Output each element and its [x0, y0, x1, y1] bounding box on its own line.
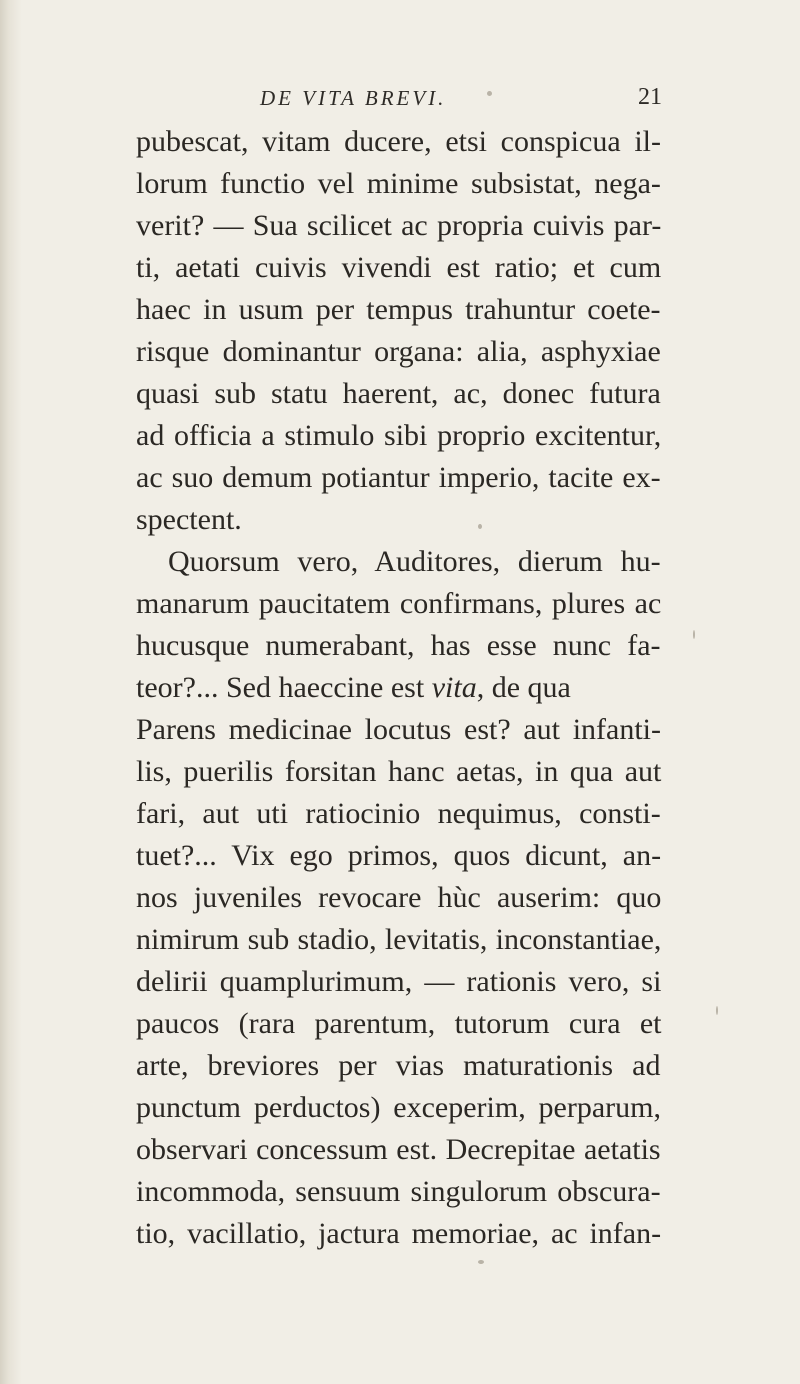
- paper-speck: [487, 91, 492, 96]
- text-line: nimirum sub stadio, levitatis, inconstantiae,: [136, 923, 662, 956]
- paper-speck: [716, 1006, 718, 1015]
- text-line: [136, 668, 571, 708]
- text-line: delirii quamplurimum, — rationis vero, si: [136, 965, 662, 998]
- text-line: fari, aut uti ratiocinio nequimus, consti-: [136, 797, 661, 830]
- paper-speck: [478, 524, 482, 529]
- text-line-end: , de qua: [476, 671, 571, 704]
- text-line: punctum perductos) exceperim, perparum,: [136, 1091, 661, 1124]
- text-line: hucusque numerabant, has esse nunc fa-: [136, 629, 661, 662]
- text-line: arte, breviores per vias maturationis ad: [136, 1049, 661, 1082]
- running-title: DE VITA BREVI.: [260, 86, 447, 110]
- text-line: lis, puerilis forsitan hanc aetas, in qua aut: [136, 755, 662, 788]
- text-line: risque dominantur organa: alia, asphyxiae: [136, 335, 661, 368]
- paper-speck: [478, 1260, 484, 1264]
- text-line: observari concessum est. Decrepitae aetatis: [136, 1133, 661, 1166]
- page-number: 21: [638, 84, 662, 110]
- text-line: ad officia a stimulo sibi proprio excitentur,: [136, 419, 662, 452]
- paper-speck: [693, 630, 695, 639]
- text-line: tio, vacillatio, jactura memoriae, ac infan-: [136, 1217, 662, 1250]
- italic-word: vita: [431, 671, 477, 704]
- text-line: tuet?... Vix ego primos, quos dicunt, an-: [136, 839, 662, 872]
- text-line: ac suo demum potiantur imperio, tacite ex-: [136, 461, 661, 494]
- text-line: paucos (rara parentum, tutorum cura et: [136, 1007, 662, 1040]
- text-line: verit? — Sua scilicet ac propria cuivis par-: [136, 209, 662, 242]
- text-line: spectent.: [136, 503, 242, 536]
- text-line: manarum paucitatem confirmans, plures ac: [136, 587, 662, 620]
- text-line: pubescat, vitam ducere, etsi conspicua il-: [136, 125, 661, 158]
- text-line: incommoda, sensuum singulorum obscura-: [136, 1175, 661, 1208]
- text-line: haec in usum per tempus trahuntur coete-: [136, 293, 661, 326]
- text-line: quasi sub statu haerent, ac, donec futura: [136, 377, 661, 410]
- text-line: nos juveniles revocare hùc auserim: quo: [136, 881, 662, 914]
- text-line: Quorsum vero, Auditores, dierum hu-: [168, 545, 661, 578]
- text-line: ti, aetati cuivis vivendi est ratio; et cum: [136, 251, 662, 284]
- text-line-start: teor?... Sed haeccine est: [136, 671, 425, 704]
- text-line: lorum functio vel minime subsistat, nega-: [136, 167, 661, 200]
- binding-shadow: [0, 0, 22, 1384]
- text-line: Parens medicinae locutus est? aut infanti-: [136, 713, 661, 746]
